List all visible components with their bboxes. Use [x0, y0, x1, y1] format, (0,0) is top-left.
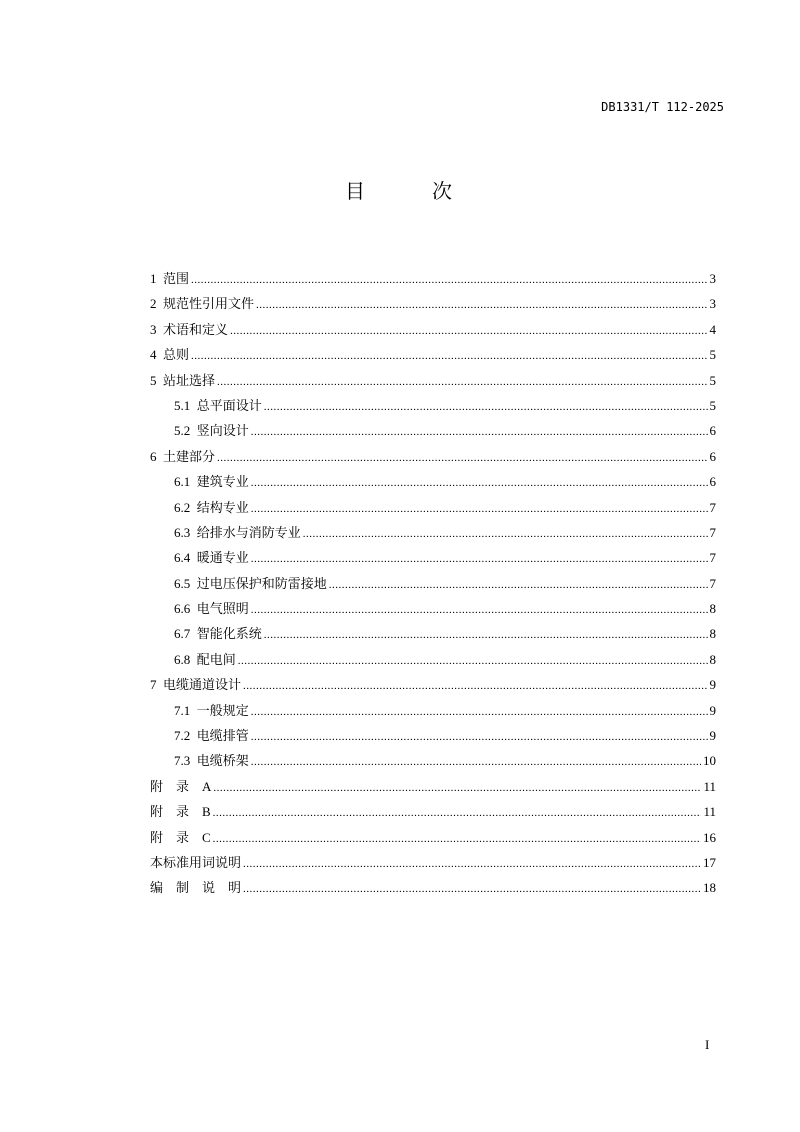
toc-leader-dots	[264, 629, 708, 641]
toc-entry[interactable]	[150, 319, 716, 344]
toc-entry-page: 8	[709, 626, 716, 642]
toc-entry-label: 5.2 竖向设计	[174, 423, 249, 439]
toc-entry[interactable]	[150, 471, 716, 496]
toc-entry[interactable]	[150, 801, 716, 826]
toc-entry-page: 6	[709, 474, 716, 490]
toc-entry-label: 5 站址选择	[150, 372, 216, 388]
toc-entry-label: 6 土建部分	[150, 448, 216, 464]
toc-leader-dots	[213, 782, 701, 794]
toc-entry-label: 7.2 电缆排管	[174, 728, 249, 744]
toc-leader-dots	[191, 350, 707, 362]
toc-entry-page: 10	[703, 753, 716, 769]
toc-entry-label: 附 录 A	[150, 778, 212, 794]
title-char-1: 目	[345, 179, 365, 203]
toc-leader-dots	[251, 706, 708, 718]
toc-entry[interactable]	[150, 573, 716, 598]
toc-entry-label: 6.3 给排水与消防专业	[174, 524, 301, 540]
toc-entry-page: 7	[709, 524, 716, 540]
toc-entry-label: 1 范围	[150, 271, 190, 286]
toc-leader-dots	[217, 376, 707, 388]
toc-entry-label: 附 录 B	[150, 804, 211, 820]
toc-leader-dots	[213, 807, 702, 819]
toc-entry[interactable]	[150, 547, 716, 572]
toc-leader-dots	[256, 299, 707, 311]
toc-entry-label: 6.2 结构专业	[174, 499, 249, 515]
toc-entry-label: 5.1 总平面设计	[174, 397, 262, 413]
toc-entry-page: 11	[703, 804, 716, 820]
toc-entry-label: 6.6 电气照明	[174, 601, 249, 617]
toc-leader-dots	[217, 452, 707, 464]
toc-leader-dots	[238, 655, 708, 667]
toc-entry[interactable]	[150, 649, 716, 674]
toc-leader-dots	[243, 680, 707, 692]
toc-entry-page: 6	[709, 448, 716, 464]
toc-entry-page: 8	[709, 651, 716, 667]
toc-entry[interactable]	[150, 877, 716, 902]
toc-entry[interactable]	[150, 344, 716, 369]
toc-entry-label: 6.1 建筑专业	[174, 474, 249, 490]
toc-entry-label: 3 术语和定义	[150, 321, 229, 337]
toc-leader-dots	[243, 883, 701, 895]
toc-entry-page: 3	[709, 271, 716, 286]
page-number: I	[705, 1037, 710, 1052]
toc-entry-page: 18	[703, 880, 716, 896]
toc-leader-dots	[264, 401, 708, 413]
toc-entry[interactable]	[150, 827, 716, 852]
toc-entry-page: 4	[709, 321, 716, 337]
toc-entry-page: 17	[703, 854, 716, 870]
toc-entry-page: 11	[703, 778, 716, 794]
toc-entry-page: 9	[709, 702, 716, 718]
toc-leader-dots	[243, 858, 701, 870]
toc-entry-label: 4 总则	[150, 347, 190, 363]
document-code: DB1331/T 112-2025	[601, 100, 724, 114]
toc-entry-label: 本标准用词说明	[150, 854, 242, 870]
toc-entry[interactable]	[150, 293, 716, 318]
toc-entry-page: 7	[709, 575, 716, 591]
toc-entry-page: 5	[709, 397, 716, 413]
toc-entry[interactable]	[150, 623, 716, 648]
title-char-2: 次	[432, 179, 452, 203]
toc-entry[interactable]	[150, 268, 716, 293]
toc-entry[interactable]	[150, 522, 716, 547]
toc-entry[interactable]	[150, 852, 716, 877]
toc-entry-label: 7.1 一般规定	[174, 702, 249, 718]
toc-leader-dots	[329, 579, 708, 591]
toc-leader-dots	[251, 756, 701, 768]
toc-entry-label: 6.4 暖通专业	[174, 550, 249, 566]
toc-entry[interactable]	[150, 395, 716, 420]
toc-entry-page: 6	[709, 423, 716, 439]
toc-entry-label: 附 录 C	[150, 829, 211, 845]
toc-leader-dots	[303, 528, 708, 540]
toc-entry-label: 7 电缆通道设计	[150, 677, 242, 693]
toc-entry[interactable]	[150, 700, 716, 725]
toc-leader-dots	[251, 731, 708, 743]
toc-entry-label: 编 制 说 明	[150, 880, 242, 896]
toc-leader-dots	[213, 833, 701, 845]
toc-leader-dots	[251, 604, 708, 616]
table-of-contents	[150, 268, 716, 903]
toc-entry-page: 5	[709, 347, 716, 363]
toc-leader-dots	[230, 325, 707, 337]
toc-entry-label: 6.5 过电压保护和防雷接地	[174, 575, 327, 591]
toc-entry-page: 9	[709, 677, 716, 693]
toc-entry[interactable]	[150, 725, 716, 750]
toc-entry[interactable]	[150, 446, 716, 471]
toc-entry-page: 3	[709, 296, 716, 312]
toc-entry-page: 8	[709, 601, 716, 617]
toc-entry-page: 16	[703, 829, 716, 845]
toc-entry[interactable]	[150, 598, 716, 623]
toc-leader-dots	[191, 274, 707, 286]
toc-entry-page: 7	[709, 499, 716, 515]
toc-leader-dots	[251, 477, 708, 489]
toc-leader-dots	[251, 426, 708, 438]
toc-entry-page: 7	[709, 550, 716, 566]
toc-entry[interactable]	[150, 420, 716, 445]
toc-entry-label: 6.7 智能化系统	[174, 626, 262, 642]
toc-leader-dots	[251, 553, 708, 565]
toc-entry-page: 5	[709, 372, 716, 388]
toc-entry-page: 9	[709, 728, 716, 744]
toc-entry[interactable]	[150, 674, 716, 699]
toc-leader-dots	[251, 503, 708, 515]
toc-entry[interactable]	[150, 370, 716, 395]
toc-entry-label: 6.8 配电间	[174, 651, 236, 667]
toc-entry[interactable]	[150, 497, 716, 522]
toc-entry-label: 7.3 电缆桥架	[174, 753, 249, 769]
toc-entry-label: 2 规范性引用文件	[150, 296, 255, 312]
toc-entry[interactable]	[150, 776, 716, 801]
toc-entry[interactable]	[150, 750, 716, 775]
